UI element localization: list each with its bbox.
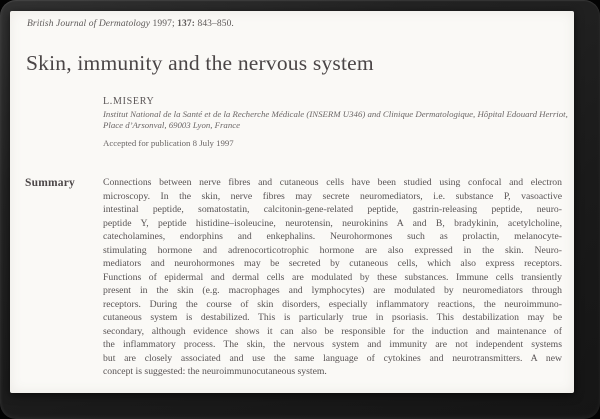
affiliation-line: Place d’Arsonval, 69003 Lyon, France — [103, 119, 241, 130]
summary-line: receptors. During the course of skin disorders, especially inflammatory reactions, the neuroimmuno- — [103, 298, 562, 310]
affiliation — [103, 109, 568, 130]
summary-line: stimulating hormone and adrenocorticotrophic hormone are also expressed in the skin. Neuro- — [103, 244, 562, 256]
summary-line: peptide Y, peptide histidine–isoleucine, neurotensin, neurokinins A and B, bradykinin, acetylcholine, — [103, 217, 562, 229]
summary-line: the inflammatory process. The skin, the nervous system and immunity are not independent systems — [103, 339, 562, 350]
citation-pages: 843–850. — [197, 19, 234, 29]
author-name: L.MISERY — [103, 96, 155, 107]
summary-line: secondary, although evidence shows it can also be responsible for the induction and maintenance of — [103, 325, 562, 337]
article-title: Skin, immunity and the nervous system — [26, 51, 374, 75]
journal-page — [10, 11, 574, 393]
affiliation-line: Institut National de la Santé et de la Recherche Médicale (INSERM U346) and Clinique Dermatologique, Hôpital Edouard Herriot, — [103, 109, 568, 119]
citation-line — [27, 19, 234, 29]
summary-line: Functions of epidermal and dermal cells are modulated by these substances. Immune cells transiently — [103, 271, 562, 283]
summary-label: Summary — [25, 177, 75, 189]
summary-line: Connections between nerve fibres and cutaneous cells have been studied using confocal and electron — [103, 177, 562, 188]
summary-line: but are closely associated and use the same language of cytokines and neurotransmitters. A new — [103, 352, 562, 364]
summary-line: mediators and neurohormones may be secreted by cutaneous cells, which also express receptors. — [103, 258, 562, 269]
journal-name: British Journal of Dermatology — [27, 19, 151, 29]
summary-line: catecholamines, endorphins and enkephalins. Neurohormones such as prolactin, melanocyte- — [103, 231, 562, 242]
summary-line: concept is suggested: the neuroimmunocutaneous system. — [103, 366, 327, 377]
citation-year: 1997; — [152, 19, 175, 29]
citation-volume: 137: — [177, 19, 195, 29]
summary-line: cutaneous system is destabilized. This is particularly true in psoriasis. This destabilization may be — [103, 312, 562, 323]
summary-line: intestinal peptide, somatostatin, calcitonin-gene-related peptide, gastrin-releasing peptide, neuro- — [103, 204, 562, 215]
summary-line: present in the skin (e.g. macrophages and lymphocytes) are modulated by neuromediators through — [103, 285, 562, 296]
summary-text — [103, 176, 562, 379]
accepted-date: Accepted for publication 8 July 1997 — [103, 138, 234, 148]
summary-line: microscopy. In the skin, nerve fibres may secrete neuromediators, i.e. substance P, vasoactive — [103, 190, 562, 202]
